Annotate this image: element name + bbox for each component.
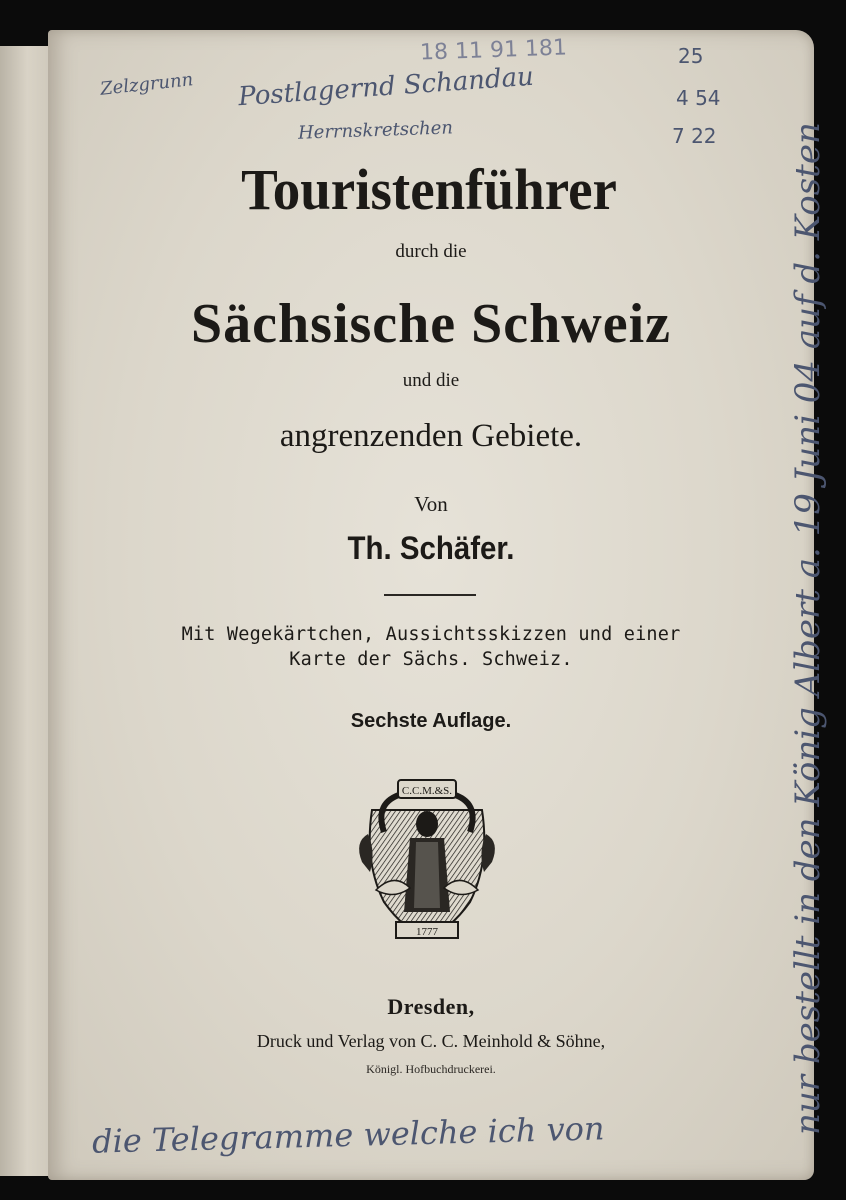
printer-mark-text: C.C.M.&S.	[401, 785, 453, 797]
handwritten-note-top-left: Zelzgrunn	[99, 69, 195, 100]
handwritten-side-note: nur bestellt in den König Albert a. 19 Juni 04 auf d. Kosten	[788, 122, 828, 1135]
book-region-title: Sächsische Schweiz	[191, 293, 671, 355]
handwritten-numbers-top: 18 11 91 181	[419, 35, 568, 66]
title-connector-2: und die	[402, 370, 460, 391]
book-subtitle: angrenzenden Gebiete.	[279, 418, 583, 454]
printer-mark-year: 1777	[416, 926, 438, 938]
handwritten-number-right-2: 4 54	[676, 86, 721, 110]
handwritten-bottom-note: die Telegramme welche ich von	[91, 1109, 605, 1161]
book-description	[48, 622, 814, 672]
handwritten-number-right-1: 25	[678, 44, 704, 68]
title-page	[48, 30, 828, 1180]
title-connector-1: durch die	[395, 241, 467, 262]
divider-rule	[384, 594, 476, 596]
printer-mark-emblem	[354, 772, 500, 948]
publication-city: Dresden,	[387, 994, 475, 1019]
handwritten-note-top-middle: Postlagernd Schandau	[237, 61, 535, 113]
edition-label: Sechste Auflage.	[350, 710, 512, 732]
description-line-1: Mit Wegekärtchen, Aussichtsskizzen und einer	[181, 624, 681, 645]
book-title: Touristenführer	[241, 157, 617, 222]
handwritten-number-right-3: 7 22	[672, 124, 717, 148]
author-name: Th. Schäfer.	[347, 530, 515, 566]
printer-line: Königl. Hofbuchdruckerei.	[366, 1062, 496, 1076]
description-line-2: Karte der Sächs. Schweiz.	[289, 649, 573, 670]
byline-label: Von	[414, 492, 448, 516]
publisher-line: Druck und Verlag von C. C. Meinhold & Söhne,	[256, 1031, 606, 1051]
handwritten-note-top-middle-2: Herrnskretschen	[297, 117, 454, 144]
left-page-edge	[0, 46, 51, 1176]
